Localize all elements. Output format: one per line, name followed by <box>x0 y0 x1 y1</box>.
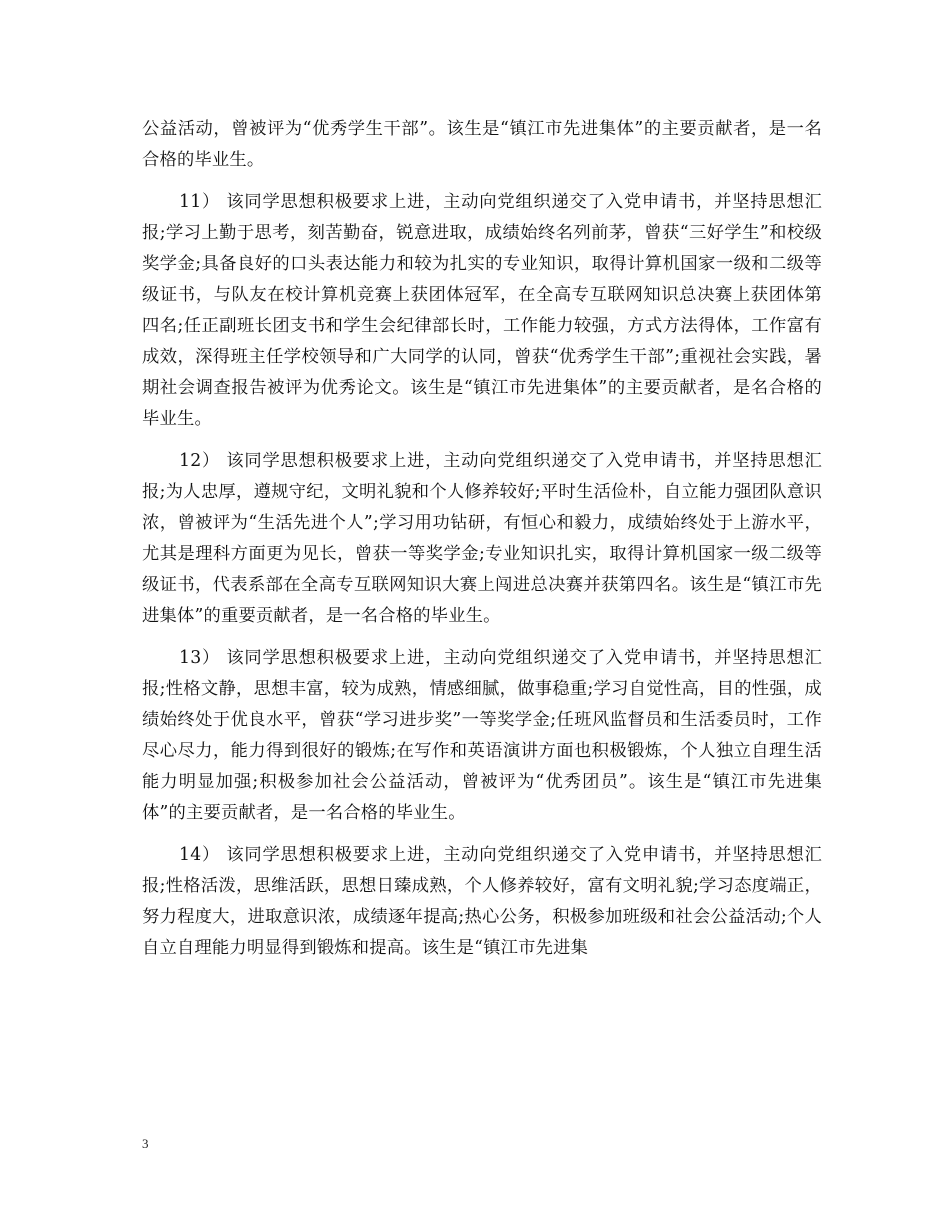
paragraph-item-12: 12） 该同学思想积极要求上进，主动向党组织递交了入党申请书，并坚持思想汇报;为人忠厚，遵规守纪，文明礼貌和个人修养较好;平时生活俭朴，自立能力强团队意识浓，曾被评为“生活先进个人”;学习用功钻研，有恒心和毅力，成绩始终处于上游水平，尤其是理科方面更为见长，曾获一等奖学金;专业知识扎实，取得计算机国家一级二级等级证书，代表系部在全高专互联网知识大赛上闯进总决赛并获第四名。该生是“镇江市先进集体”的重要贡献者，是一名合格的毕业生。 <box>142 451 822 626</box>
paragraph-item-13: 13） 该同学思想积极要求上进，主动向党组织递交了入党申请书，并坚持思想汇报;性格文静，思想丰富，较为成熟，情感细腻，做事稳重;学习自觉性高，目的性强，成绩始终处于优良水平，曾获“学习进步奖”一等奖学金;任班风监督员和生活委员时，工作尽心尽力，能力得到很好的锻炼;在写作和英语演讲方面也积极锻炼，个人独立自理生活能力明显加强;积极参加社会公益活动，曾被评为“优秀团员”。该生是“镇江市先进集体”的主要贡献者，是一名合格的毕业生。 <box>142 648 822 823</box>
page-number: 3 <box>142 1136 149 1151</box>
paragraph-continuation: 公益活动，曾被评为“优秀学生干部”。该生是“镇江市先进集体”的主要贡献者，是一名合格的毕业生。 <box>142 119 822 170</box>
paragraph-item-11: 11） 该同学思想积极要求上进，主动向党组织递交了入党申请书，并坚持思想汇报;学习上勤于思考，刻苦勤奋，锐意进取，成绩始终名列前茅，曾获“三好学生”和校级奖学金;具备良好的口头表达能力和较为扎实的专业知识，取得计算机国家一级和二级等级证书，与队友在校计算机竞赛上获团体冠军，在全高专互联网知识总决赛上获团体第四名;任正副班长团支书和学生会纪律部长时，工作能力较强，方式方法得体，工作富有成效，深得班主任学校领导和广大同学的认同，曾获“优秀学生干部”;重视社会实践，暑期社会调查报告被评为优秀论文。该生是“镇江市先进集体”的主要贡献者，是名合格的毕业生。 <box>142 192 822 429</box>
paragraph-item-14: 14） 该同学思想积极要求上进，主动向党组织递交了入党申请书，并坚持思想汇报;性格活泼，思维活跃，思想日臻成熟，个人修养较好，富有文明礼貌;学习态度端正，努力程度大，进取意识浓，成绩逐年提高;热心公务，积极参加班级和社会公益活动;个人自立自理能力明显得到锻炼和提高。该生是“镇江市先进集 <box>142 845 822 958</box>
document-body <box>142 114 822 975</box>
